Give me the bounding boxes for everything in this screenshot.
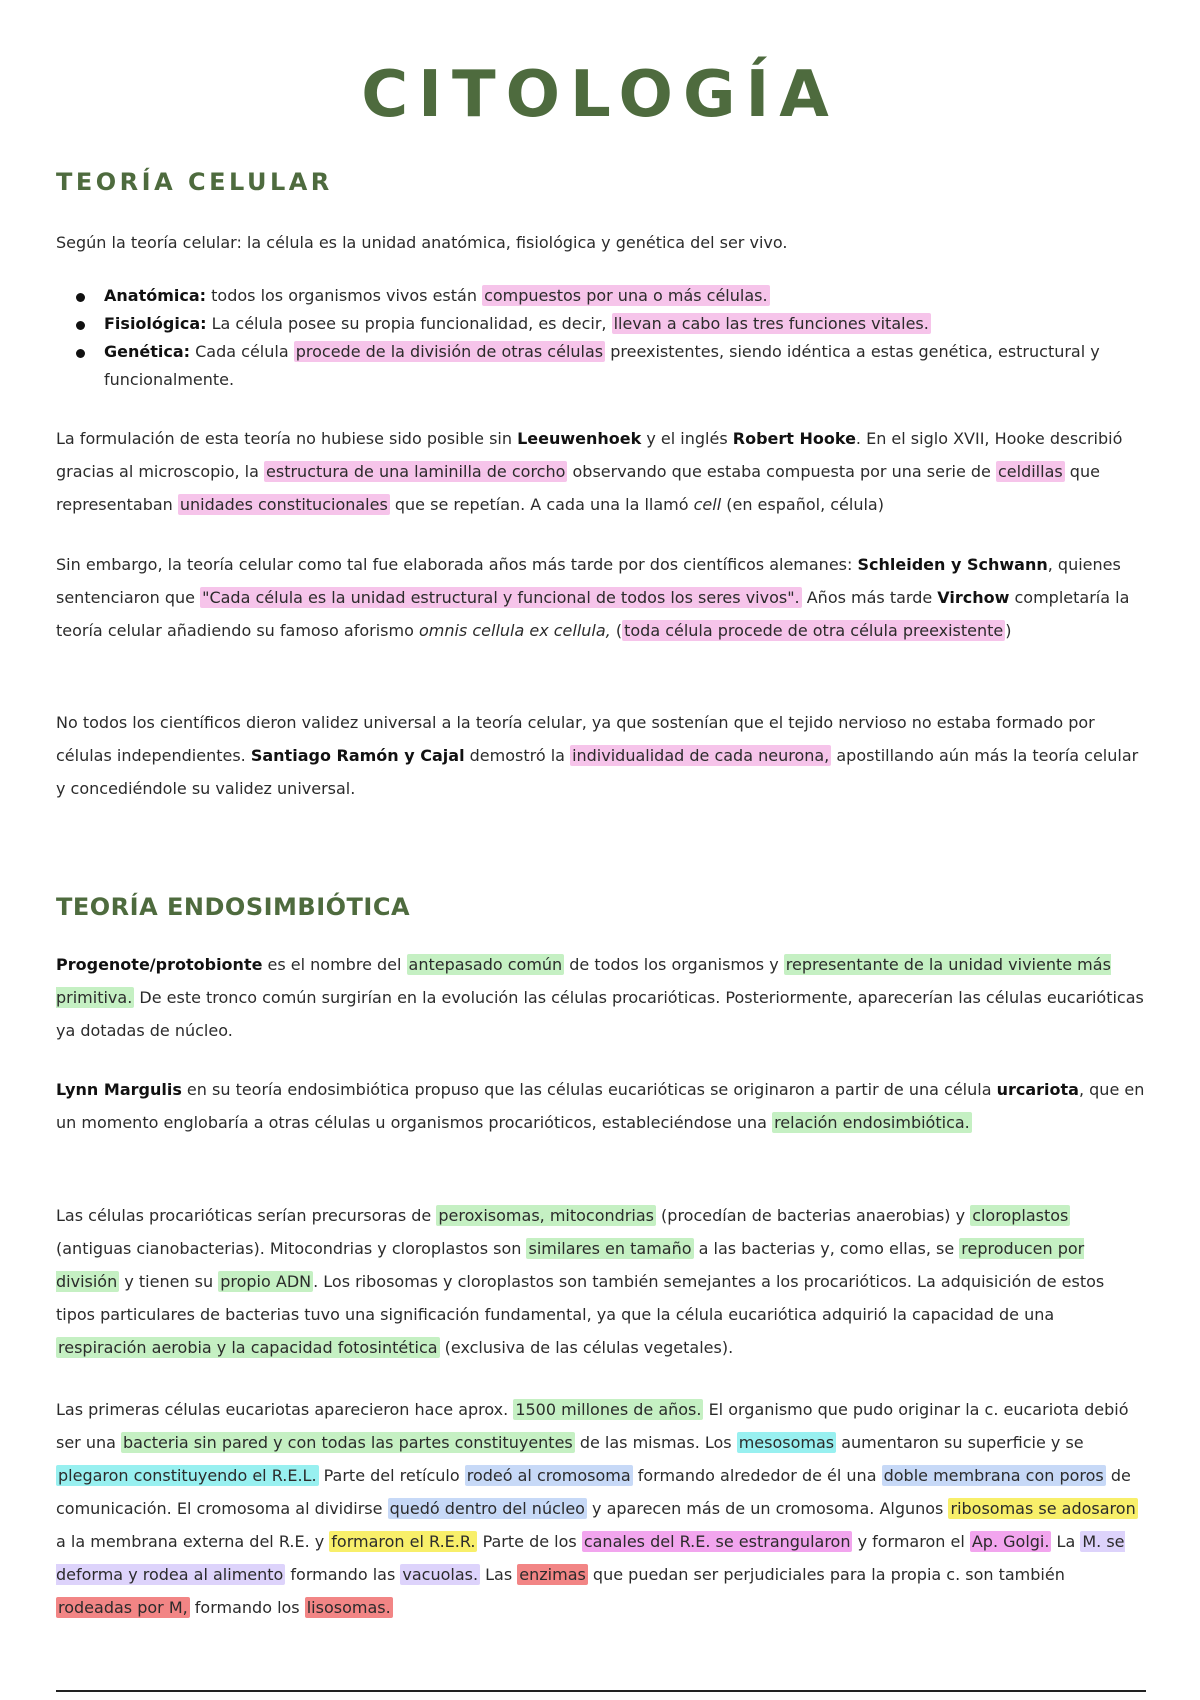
highlight: llevan a cabo las tres funciones vitales. — [613, 314, 929, 333]
highlight: similares en tamaño — [528, 1239, 692, 1258]
highlight: peroxisomas, mitocondrias — [438, 1206, 654, 1225]
paragraph-progenote: Progenote/protobionte es el nombre del antepasado común de todos los organismos y representante de la unidad viviente más primitiva. De este tronco común surgirían en la evolución las células procarióticas. Posteriormente, aparecerían las células eucarióticas ya dotadas de núcleo. — [56, 955, 1144, 1040]
highlight: formaron el R.E.R. — [331, 1532, 476, 1551]
heading-teoria-endosimbiotica: TEORÍA ENDOSIMBIÓTICA — [56, 893, 411, 921]
highlight: toda célula procede de otra célula preexistente — [624, 621, 1004, 640]
highlight: lisosomas. — [306, 1598, 391, 1617]
highlight: propio ADN — [220, 1272, 312, 1291]
highlight: quedó dentro del núcleo — [389, 1499, 585, 1518]
highlight: reproducen por división — [56, 1239, 1085, 1291]
highlight: M. se deforma y rodea al alimento — [56, 1532, 1125, 1584]
highlight: celdillas — [997, 462, 1063, 481]
highlight: bacteria sin pared y con todas las partes constituyentes — [123, 1433, 573, 1452]
bullet-fisiologica: Fisiológica: La célula posee su propia funcionalidad, es decir, llevan a cabo las tres funciones vitales. — [56, 310, 1146, 338]
paragraph-hooke: La formulación de esta teoría no hubiese sido posible sin Leeuwenhoek y el inglés Robert Hooke. En el siglo XVII, Hooke describió gracias al microscopio, la estructura de una laminilla de corcho observando que estaba compuesta por una serie de celdillas que representaban unidades constitucionales que se repetían. A cada una la llamó cell (en español, célula) — [56, 429, 1123, 514]
highlight: relación endosimbiótica. — [774, 1113, 970, 1132]
paragraph-procarioticas: Las células procarióticas serían precursoras de peroxisomas, mitocondrias (procedían de bacterias anaerobias) y cloroplastos (antiguas cianobacterias). Mitocondrias y cloroplastos son similares en tamaño a las bacterias y, como ellas, se reproducen por división y tienen su propio ADN . Los ribosomas y cloroplastos son también semejantes a los procarióticos. La adquisición de estos tipos particulares de bacterias tuvo una significación fundamental, ya que la célula eucariótica adquirió la capacidad de una respiración aerobia y la capacidad fotosintética (exclusiva de las células vegetales). — [56, 1206, 1105, 1357]
highlight: cloroplastos — [972, 1206, 1069, 1225]
heading-teoria-celular: TEORÍA CELULAR — [56, 168, 333, 196]
highlight: mesosomas — [738, 1433, 835, 1452]
paragraph-cajal: No todos los científicos dieron validez universal a la teoría celular, ya que sostenían que el tejido nervioso no estaba formado por células independientes. Santiago Ramón y Cajal demostró la individualidad de cada neurona, apostillando aún más la teoría celular y concediéndole su validez universal. — [56, 713, 1139, 798]
highlight: representante de la unidad viviente más primitiva. — [56, 955, 1111, 1007]
highlight: vacuolas. — [402, 1565, 479, 1584]
highlight: compuestos por una o más células. — [484, 286, 768, 305]
page-title: CITOLOGÍA — [361, 58, 839, 132]
divider-line — [56, 1690, 1146, 1692]
highlight: plegaron constituyendo el R.E.L. — [58, 1466, 317, 1485]
highlight: Ap. Golgi. — [971, 1532, 1050, 1551]
bullet-list — [56, 282, 1146, 394]
highlight: unidades constitucionales — [179, 495, 388, 514]
bullet-genetica: Genética: Cada célula procede de la división de otras células preexistentes, siendo idéntica a estas genética, estructural y funcionalmente. — [56, 338, 1146, 394]
bullet-anatomica: Anatómica: todos los organismos vivos están compuestos por una o más células. — [56, 282, 1146, 310]
highlight: procede de la división de otras células — [295, 342, 604, 361]
highlight: 1500 millones de años. — [515, 1400, 702, 1419]
highlight: "Cada célula es la unidad estructural y funcional de todos los seres vivos". — [202, 588, 800, 607]
highlight: antepasado común — [408, 955, 563, 974]
highlight: doble membrana con poros — [883, 1466, 1104, 1485]
highlight: rodeadas por M, — [58, 1598, 188, 1617]
paragraph-margulis: Lynn Margulis en su teoría endosimbiótica propuso que las células eucarióticas se originaron a partir de una célula urcariota, que en un momento englobaría a otras células u organismos procarióticos, estableciéndose una relación endosimbiótica. — [56, 1080, 1145, 1132]
highlight: respiración aerobia y la capacidad fotosintética — [58, 1338, 438, 1357]
highlight: enzimas — [519, 1565, 586, 1584]
paragraph-primeras-eucariotas: Las primeras células eucariotas aparecieron hace aprox. 1500 millones de años. El organismo que pudo originar la c. eucariota debió ser una bacteria sin pared y con todas las partes constituyentes de las mismas. Los mesosomas aumentaron su superficie y se plegaron constituyendo el R.E.L. Parte del retículo rodeó al cromosoma formando alrededor de él una doble membrana con poros de comunicación. El cromosoma al dividirse quedó dentro del núcleo y aparecen más de un cromosoma. Algunos ribosomas se adosaron a la membrana externa del R.E. y formaron el R.E.R. Parte de los canales del R.E. se estrangularon y formaron el Ap. Golgi. La M. se deforma y rodea al alimento formando las vacuolas. Las enzimas que puedan ser perjudiciales para la propia c. son también rodeadas por M, formando los lisosomas. — [56, 1400, 1136, 1617]
paragraph-schleiden: Sin embargo, la teoría celular como tal fue elaborada años más tarde por dos científicos alemanes: Schleiden y Schwann, quienes sentenciaron que "Cada célula es la unidad estructural y funcional de todos los seres vivos". Años más tarde Virchow completaría la teoría celular añadiendo su famoso aforismo omnis cellula ex cellula, ( toda célula procede de otra célula preexistente ) — [56, 555, 1130, 640]
intro-paragraph: Según la teoría celular: la célula es la unidad anatómica, fisiológica y genética del ser vivo. — [56, 233, 788, 252]
highlight: ribosomas se adosaron — [950, 1499, 1136, 1518]
highlight: individualidad de cada neurona, — [572, 746, 830, 765]
highlight: canales del R.E. se estrangularon — [583, 1532, 851, 1551]
highlight: estructura de una laminilla de corcho — [266, 462, 566, 481]
highlight: rodeó al cromosoma — [466, 1466, 631, 1485]
